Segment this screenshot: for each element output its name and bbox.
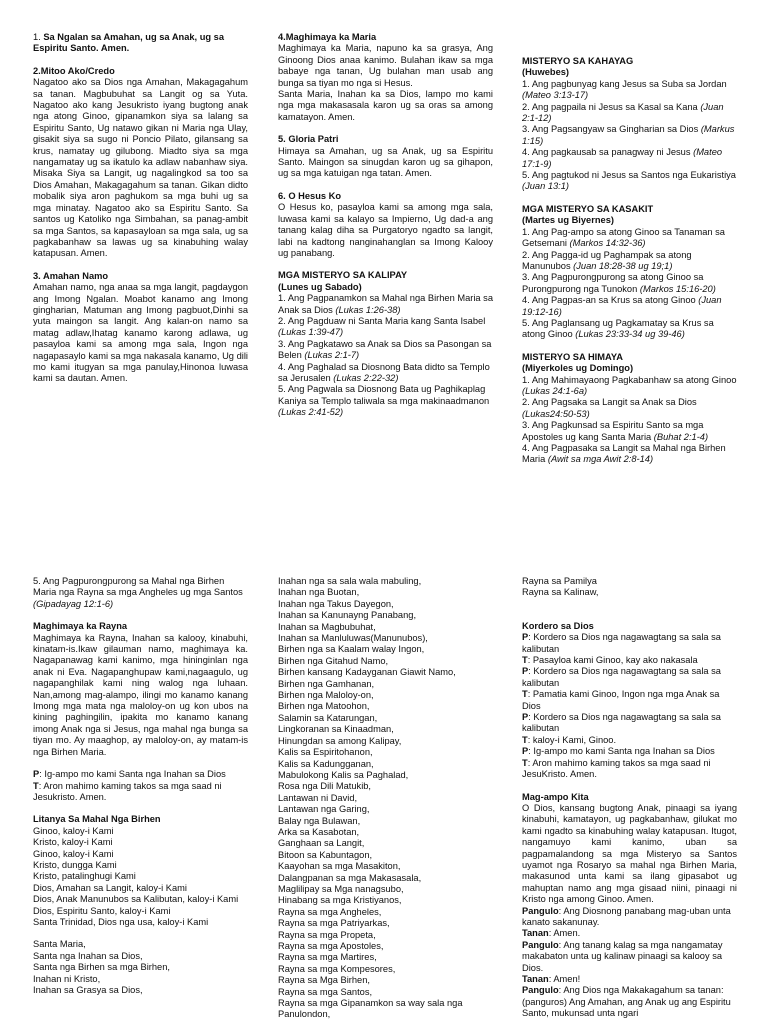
luminous-days: (Huwebes)	[522, 67, 570, 78]
list-item: 2. Ang Pagduaw ni Santa Maria kang Santa Isabel (Lukas 1:39-47)	[278, 315, 486, 338]
list-item: Lingkoranan sa Kinaadman,	[278, 724, 394, 735]
list-item: T: kaloy-i Kami, Ginoo.	[522, 734, 617, 745]
glorious-section	[522, 352, 737, 466]
litany-section	[33, 814, 248, 928]
hail-mary-section	[278, 32, 493, 123]
list-item: Lantawan nga Garing,	[278, 804, 370, 815]
list-item: Inahan sa Manluluwas(Manunubos),	[278, 633, 428, 644]
fatima-title: 6. O Hesus Ko	[278, 190, 342, 201]
glorious-title: MISTERYO SA HIMAYA	[522, 351, 623, 362]
luminous-section	[522, 56, 737, 193]
litany-continued	[278, 576, 493, 1021]
lamb-of-god-section	[522, 621, 737, 781]
list-item: Dalangpanan sa mga Makasasala,	[278, 872, 422, 883]
list-item: Rosa nga Dili Matukib,	[278, 781, 372, 792]
list-item: Lantawan ni David,	[278, 792, 358, 803]
list-item: Hinungdan sa among Kalipay,	[278, 735, 402, 746]
list-item: Birhen nga Gitahud Namo,	[278, 655, 389, 666]
list-item: Balay nga Bulawan,	[278, 815, 361, 826]
list-item: Dios, Anak Manunubos sa Kalibutan, kaloy-i Kami	[33, 894, 239, 905]
joyful-title: MGA MISTERYO SA KALIPAY	[278, 270, 408, 281]
list-item: P: Ig-ampo mo kami Santa nga Inahan sa Dios	[522, 746, 715, 757]
list-item: Kalis sa Espiritohanon,	[278, 747, 373, 758]
list-item: 3. Ang Pagsangyaw sa Gingharian sa Dios (Markus 1:15)	[522, 124, 735, 146]
glorious-days: (Miyerkoles ug Domingo)	[522, 363, 634, 374]
list-item: Inahan nga Takus Dayegon,	[278, 598, 394, 609]
list-item: Arka sa Kasabotan,	[278, 826, 360, 837]
salve-response: P: Ig-ampo mo kami Santa nga Inahan sa Dios T: Aron mahimo kaming takos sa mga saad ni Jesukristo. Amen.	[33, 769, 226, 802]
list-item: Inahan sa Grasya sa Dios,	[33, 985, 143, 995]
luminous-title: MISTERYO SA KAHAYAG	[522, 56, 634, 66]
hail-mary-title: 4.Maghimaya ka Maria	[278, 32, 377, 42]
list-item: Birhen nga Matoohon,	[278, 701, 370, 712]
closing-prayer-text: O Dios, kansang bugtong Anak, pinaagi sa iyang kinabuhi, kamatayon, ug pagkabanhaw, gilukat mo kami ngadto sa kinabuhing walay katapusan. Itugot, nangamuyo kami kanimo, uban sa pagpamalandong sa mga Misteryo sa Santos uyamot nga Rosaryo sa mahal nga Birhen Maria, makasunod unta kami sa ilang gipasabot ug mahuptan namo ang mga gisaad niini, pinaagi ni Kristo nga among Ginoo. Amen.	[522, 802, 737, 905]
sorrowful-title: MGA MISTERYO SA KASAKIT	[522, 203, 654, 214]
list-item: Rayna sa Kalinaw,	[522, 587, 599, 598]
list-item: Birhen kansang Kadayganan Giawit Namo,	[278, 667, 456, 678]
list-item: Inahan nga Buotan,	[278, 587, 360, 598]
list-item: 5. Ang Pagwala sa Diosnong Bata ug Paghikaplag Kaniya sa Templo taliwala sa mga makinaadmanon (Lukas 2:41-52)	[278, 384, 490, 418]
all-label: T	[33, 780, 39, 791]
list-item: Santa nga Inahan sa Dios,	[33, 950, 143, 961]
list-item: Rayna sa mga Apostoles,	[278, 941, 384, 951]
bottom-column-3	[522, 576, 737, 1031]
list-item: P: Kordero sa Dios nga nagawagtang sa sala sa kalibutan	[522, 712, 721, 734]
list-item: 4. Ang Pagpasaka sa Langit sa Mahal nga Birhen Maria (Awit sa mga Awit 2:8-14)	[522, 443, 726, 465]
list-item: Maglilipay sa Mga nanagsubo,	[278, 883, 404, 894]
list-item: Rayna sa mga Martires,	[278, 952, 377, 963]
list-item: P: Kordero sa Dios nga nagawagtang sa sala sa kalibutan	[522, 666, 721, 688]
list-item: 2. Ang Pagsaka sa Langit sa Anak sa Dios (Lukas24:50-53)	[522, 397, 697, 419]
joyful-mysteries-section	[278, 270, 493, 418]
list-item: 3. Ang Pagkatawo sa Anak sa Dios sa Pasongan sa Belen (Lukas 2:1-7)	[278, 338, 492, 361]
list-item: Pangulo: Ang tanang kalag sa mga nangamatay makabaton unta ug kalinaw pinaagi sa kalooy sa Dios.	[522, 939, 723, 973]
list-item: Rayna sa Pamilya	[522, 576, 597, 586]
litany-title: Litanya Sa Mahal Nga Birhen	[33, 814, 161, 825]
fifth-glorious-mystery: 5. Ang Pagpurongpurong sa Mahal nga Birhen Maria nga Rayna sa mga Angheles ug mga Santos (Gipadayag 12:1-6)	[33, 576, 243, 609]
closing-prayer-title: Mag-ampo Kita	[522, 791, 589, 802]
list-item: 5. Ang pagtukod ni Jesus sa Santos nga Eukaristiya (Juan 13:1)	[522, 170, 736, 192]
lords-prayer-text: Amahan namo, nga anaa sa mga langit, pagdaygon ang Imong Ngalan. Moabot kanamo ang Imong gingharian, Matuman ang Imong pagbuot,Dinhi sa yuta maingon sa langit. Ang kalan-on namo sa matag adlaw,Ihatag kanamo karong adlawa, ug pasayloa kami sa among mga sala, Ingon nga nagapasaylo kami sa mga nakasala kanamo, Ug dili mo kami itugyan sa mga panulay,Hinonoa luwasa kami sa dautan. Amen.	[33, 282, 248, 384]
salve-text: Maghimaya ka Rayna, Inahan sa kalooy, kinabuhi, kinatam-is.Ikaw gilauman namo, maghimaya ka. Nagapanawag kami kanimo, mga hininginlan nga anak ni Eva. Nagapanghupaw kami,nagaagulo, ug nagapanghilak kami ning walog nga luhaan. Nan,among mag-alampo, ilingi mo kanamo kanang Imong mga mata nga maloloy-on ug kon ubos na kining paghingilin, ipakita mo kanamo kanang imong Anak nga si Jesus, nga mahal nga bunga sa tiyan mo. Ay maaghop, ay maloloy-on, ay matam-is nga Birhen Maria.	[33, 632, 248, 757]
sign-of-cross	[33, 32, 248, 55]
glory-section	[278, 134, 493, 180]
list-item: Kalis sa Kadungganan,	[278, 758, 374, 769]
list-item: Rayna sa mga Kompesores,	[278, 963, 396, 974]
fatima-section	[278, 191, 493, 259]
leader-label: P	[33, 769, 40, 780]
list-item: T: Aron mahimo kaming takos sa mga saad ni JesuKristo. Amen.	[522, 757, 711, 780]
joyful-days: (Lunes ug Sabado)	[278, 281, 362, 292]
list-item: Santa Trinidad, Dios nga usa, kaloy-i Kami	[33, 916, 209, 927]
list-item: Tanan: Amen.	[522, 928, 581, 939]
creed-text: Nagatoo ako sa Dios nga Amahan, Makagagahum sa tanan. Magbubuhat sa Langit og sa Yuta. Nagatoo ako kang Jesukristo iyang bugtong anak nga atong Ginoo, gipanamkon siya sa lalang sa Espiritu Santo, Ug natawo gikan ni Maria nga Ulay, gisakit siya sa sugo ni Poncio Pilato, gilansang sa krus, namatay ug gilubong. Miadto siya sa mga nangamatay ug sa ikatulo ka adlaw nabanhaw siya. Misaka Siya sa Langit, ug nagalingkod sa too sa Dios Amahan, Makagagahum sa tanan. Gikan didto mobalik siya aron paghukom sa mga buhi ug sa mga minatay. Nagatoo ako sa Espiritu Santo. Sa santos ug Katoliko nga Simbahan, sa panag-ambit sa mga Santos, sa kapasayloan sa mga sala, ug sa pagkabanhaw sa lawas ug sa kinabuhing walay katapusan. Amen.	[33, 77, 248, 259]
list-item: 2. Ang Pagga-id ug Paghampak sa atong Manunubos (Juan 18:28-38 ug 19;1)	[522, 249, 692, 271]
list-item: Salamin sa Katarungan,	[278, 712, 378, 723]
closing-prayer-section	[522, 792, 737, 1020]
creed-title: 2.Mitoo Ako/Credo	[33, 65, 115, 76]
list-item: Rayna sa mga Gipanamkon sa way sala nga Panulondon,	[278, 998, 463, 1020]
top-column-3	[522, 56, 737, 477]
list-item: Bitoon sa Kabuntagon,	[278, 849, 373, 860]
list-item: Mabulokong Kalis sa Paghalad,	[278, 769, 409, 780]
list-item: 1. Ang Pag-ampo sa atong Ginoo sa Tanaman sa Getsemani (Markos 14:32-36)	[522, 226, 725, 249]
list-item: 3. Ang Pagpurongpurong sa atong Ginoo sa Purongpurong nga Tunokon (Markos 15:16-20)	[522, 272, 716, 294]
list-item: 3. Ang Pagkunsad sa Espiritu Santo sa mga Apostoles ug kang Santa Maria (Buhat 2:1-4)	[522, 420, 709, 442]
list-item: Dios, Espiritu Santo, kaloy-i Kami	[33, 905, 171, 916]
list-item: Ganghaan sa Langit,	[278, 838, 365, 849]
fatima-text: O Hesus ko, pasayloa kami sa among mga sala, luwasa kami sa kalayo sa Impierno, Ug dad-a ang tanang kalag diha sa Purgatoryo ngadto sa langit, labi na kadtong nanginahanglan sa Imong Kalooy ug panabang.	[278, 202, 493, 258]
lamb-title: Kordero sa Dios	[522, 620, 594, 631]
list-item: Pangulo: Ang Diosnong panabang mag-uban unta kanato sakanunay.	[522, 905, 731, 927]
list-item: Hinabang sa mga Kristiyanos,	[278, 895, 402, 906]
list-item: T: Pasayloa kami Ginoo, kay ako nakasala	[522, 655, 698, 666]
list-item: Ginoo, kaloy-i Kami	[33, 848, 114, 859]
list-item: T: Pamatia kami Ginoo, Ingon nga mga Anak sa Dios	[522, 689, 720, 711]
lords-prayer-section	[33, 271, 248, 385]
list-item: Ginoo, kaloy-i Kami	[33, 825, 114, 836]
list-item: Birhen nga Gamhanan,	[278, 678, 375, 689]
list-item: 4. Ang Pagpas-an sa Krus sa atong Ginoo (Juan 19:12-16)	[522, 295, 722, 317]
list-item: 2. Ang pagpaila ni Jesus sa Kasal sa Kana (Juan 2:1-12)	[522, 101, 724, 124]
list-item: Kristo, kaloy-i Kami	[33, 837, 113, 848]
hail-mary-text-2: Santa Maria, Inahan ka sa Dios, lampo mo kami nga mga makasasala karon ug sa oras sa among kamatayon. Amen.	[278, 89, 493, 122]
sign-text: Sa Ngalan sa Amahan, ug sa Anak, ug sa Espiritu Santo. Amen.	[33, 32, 225, 54]
salve-title: Maghimaya ka Rayna	[33, 621, 128, 632]
list-item: 1. Ang pagbunyag kang Jesus sa Suba sa Jordan (Mateo 3:13-17)	[522, 78, 727, 101]
bottom-column-1	[33, 576, 248, 1007]
list-item: Rayna sa mga Santos,	[278, 986, 373, 997]
top-column-2	[278, 32, 493, 430]
rayna-lines	[522, 576, 737, 599]
list-item: Birhen nga sa Kaalam walay Ingon,	[278, 644, 425, 655]
bottom-column-2	[278, 576, 493, 1021]
list-item: 4. Ang pagkausab sa panagway ni Jesus (Mateo 17:1-9)	[522, 147, 723, 169]
list-item: Kristo, patalinghugi Kami	[33, 871, 136, 882]
list-item: Kristo, dungga Kami	[33, 859, 117, 870]
joyful-list	[278, 293, 493, 418]
sorrowful-section	[522, 204, 737, 341]
list-item: 1. Ang Mahimayaong Pagkabanhaw sa atong Ginoo (Lukas 24:1-6a)	[522, 374, 737, 396]
list-item: Santa Maria,	[33, 939, 86, 950]
salve-regina-section	[33, 621, 248, 758]
list-item: Santa nga Birhen sa mga Birhen,	[33, 962, 170, 973]
list-item: Dios, Amahan sa Langit, kaloy-i Kami	[33, 882, 187, 893]
lords-prayer-title: 3. Amahan Namo	[33, 270, 109, 281]
list-item: Birhen nga Maloloy-on,	[278, 690, 374, 701]
sign-number: 1.	[33, 32, 44, 42]
list-item: Rayna sa Mga Birhen,	[278, 975, 370, 986]
list-item: Tanan: Amen!	[522, 974, 581, 984]
list-item: P: Kordero sa Dios nga nagawagtang sa sala sa kalibutan	[522, 632, 721, 654]
hail-mary-text-1: Maghimaya ka Maria, napuno ka sa grasya, Ang Ginoong Dios anaa kanimo. Bulahan ikaw sa mga babaye nga tanan, Ug bulahan man usab ang bunga sa tiyan mo nga si Hesus.	[278, 43, 493, 88]
list-item: Kaayohan sa mga Masakiton,	[278, 861, 401, 872]
list-item: Rayna sa mga Patriyarkas,	[278, 918, 390, 929]
top-column-1	[33, 32, 248, 396]
list-item: 5. Ang Paglansang ug Pagkamatay sa Krus sa atong Ginoo (Lukas 23:33-34 ug 39-46)	[522, 317, 714, 340]
list-item: Inahan ni Kristo,	[33, 973, 101, 984]
list-item: Inahan sa Kanunayng Panabang,	[278, 610, 417, 621]
list-item: 1. Ang Pagpanamkon sa Mahal nga Birhen Maria sa Anak sa Dios (Lukas 1:26-38)	[278, 293, 493, 315]
litany-invocations	[33, 939, 248, 996]
glory-text: Himaya sa Amahan, ug sa Anak, ug sa Espiritu Santo. Maingon sa sinugdan karon ug sa gihapon, ug sa mga katuigan nga tatan. Amen.	[278, 145, 493, 179]
list-item: Pangulo: Ang Dios nga Makakagahum sa tanan: (panguros) Ang Amahan, ang Anak ug ang Espiritu Santo, mukunsad unta ngari	[522, 985, 731, 1019]
list-item: 4. Ang Paghalad sa Diosnong Bata didto sa Templo sa Jerusalen (Lukas 2:22-32)	[278, 361, 490, 383]
list-item: Rayna sa mga Propeta,	[278, 929, 376, 940]
list-item: Inahan sa Magbubuhat,	[278, 621, 376, 632]
glory-title: 5. Gloria Patri	[278, 134, 339, 145]
list-item: Rayna sa mga Angheles,	[278, 906, 382, 917]
sorrowful-days: (Martes ug Biyernes)	[522, 215, 614, 226]
creed-section	[33, 66, 248, 260]
list-item: Inahan nga sa sala wala mabuling,	[278, 576, 422, 586]
